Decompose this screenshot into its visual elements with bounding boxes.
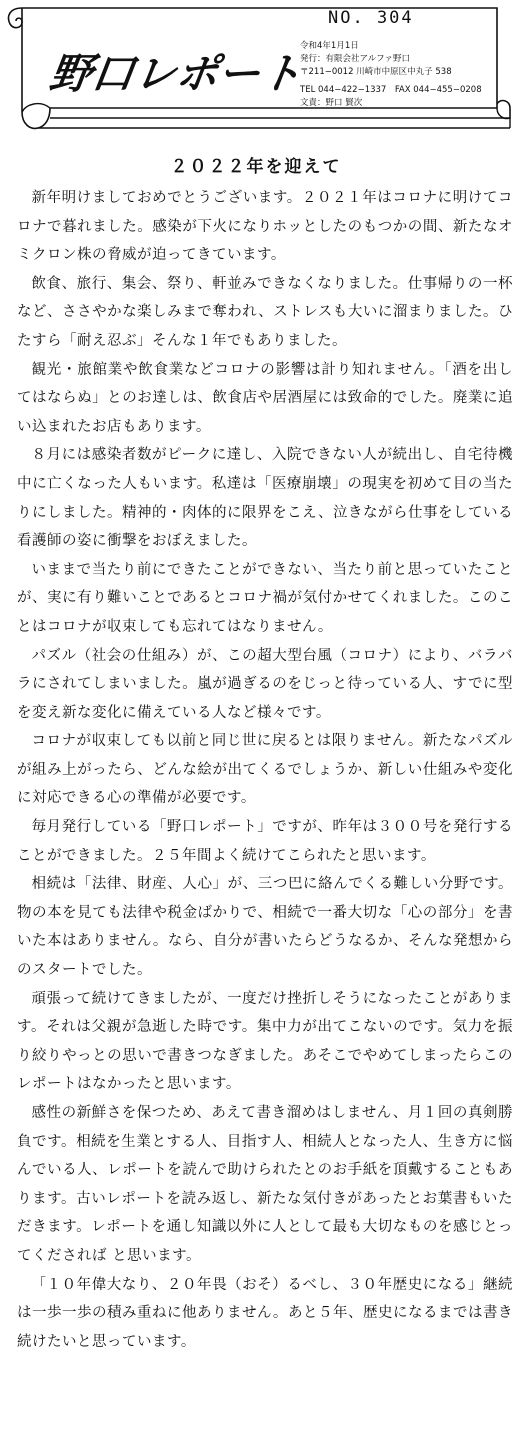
masthead-title: 野口レポート bbox=[46, 49, 306, 98]
postal-address: 〒211−0012 川崎市中原区中丸子 538 bbox=[300, 67, 452, 77]
article-title: ２０２２年を迎えて bbox=[170, 157, 342, 177]
author: 文責：野口 賢次 bbox=[300, 98, 363, 108]
article-paragraph: 観光・旅館業や飲食業などコロナの影響は計り知れません。「酒を出してはならぬ」とのお達しは、飲食店や居酒屋には致命的でした。廃業に追い込まれたお店もあります。 bbox=[17, 361, 513, 435]
article-paragraph: いままで当たり前にできたことができない、当たり前と思っていたことが、実に有り難いことであるとコロナ禍が気付かせてくれました。このことはコロナが収束しても忘れてはなりません。 bbox=[17, 561, 513, 635]
publisher: 発行：有限会社アルファ野口 bbox=[300, 54, 410, 64]
article-paragraph: 頑張って続けてきましたが、一度だけ挫折しそうになったことがあります。それは父親が急逝した時です。集中力が出てこないのです。気力を振り絞りやっとの思いで書きつなぎました。あそこでやめてしまったらこのレポートはなかったと思います。 bbox=[17, 990, 513, 1093]
issue-number: NO. 304 bbox=[328, 8, 414, 28]
article-paragraph: ８月には感染者数がピークに達し、入院できない人が続出し、自宅待機中に亡くなった人もいます。私達は「医療崩壊」の現実を初めて目の当たりにしました。精神的・肉体的に限界をこえ、泣きながら仕事をしている看護師の姿に衝撃をおぼえました。 bbox=[17, 447, 513, 550]
article-paragraph: コロナが収束しても以前と同じ世に戻るとは限りません。新たなパズルが組み上がったら、どんな絵が出てくるでしょうか、新しい仕組みや変化に対応できる心の準備が必要です。 bbox=[17, 733, 513, 807]
article-paragraph: 感性の新鮮さを保つため、あえて書き溜めはしません、月１回の真剣勝負です。相続を生業とする人、目指す人、相続人となった人、生き方に悩んでいる人、レポートを読んで助けられたとのお手紙を頂戴することもあります。古いレポートを読み返し、新たな気付きがあったとお葉書もいただきます。レポートを通し知識以外に人として最も大切なものを感じとってくだされば と思います。 bbox=[17, 1105, 513, 1264]
article-paragraph: 新年明けましておめでとうございます。２０２１年はコロナに明けてコロナで暮れました。感染が下火になりホッとしたのもつかの間、新たなオミクロン株の脅威が迫ってきています。 bbox=[17, 190, 513, 264]
article-body bbox=[17, 184, 513, 1356]
article-paragraph: 相続は「法律、財産、人心」が、三つ巴に絡んでくる難しい分野です。物の本を見ても法律や税金ばかりで、相続で一番大切な「心の部分」を書いた本はありません。なら、自分が書いたらどうなるか、そんな発想からのスタートでした。 bbox=[17, 876, 513, 979]
article-paragraph: 飲食、旅行、集会、祭り、軒並みできなくなりました。仕事帰りの一杯など、ささやかな楽しみまで奪われ、ストレスも大いに溜まりました。ひたすら「耐え忍ぶ」そんな１年でもありました。 bbox=[17, 275, 513, 349]
article-paragraph: 「１０年偉大なり、２０年畏（おそ）るべし、３０年歴史になる」継続は一歩一歩の積み重ねに他ありません。あと５年、歴史になるまでは書き続けたいと思っています。 bbox=[17, 1276, 513, 1350]
article-paragraph: 毎月発行している「野口レポート」ですが、昨年は３００号を発行することができました。２５年間よく続けてこられたと思います。 bbox=[17, 819, 513, 864]
issue-date: 令和4年1月1日 bbox=[300, 41, 359, 51]
contact-numbers: TEL 044−422−1337 FAX 044−455−0208 bbox=[300, 85, 482, 95]
article-paragraph: パズル（社会の仕組み）が、この超大型台風（コロナ）により、バラバラにされてしまいました。嵐が過ぎるのをじっと待っている人、すでに型を変え新な変化に備えている人など様々です。 bbox=[17, 647, 513, 721]
